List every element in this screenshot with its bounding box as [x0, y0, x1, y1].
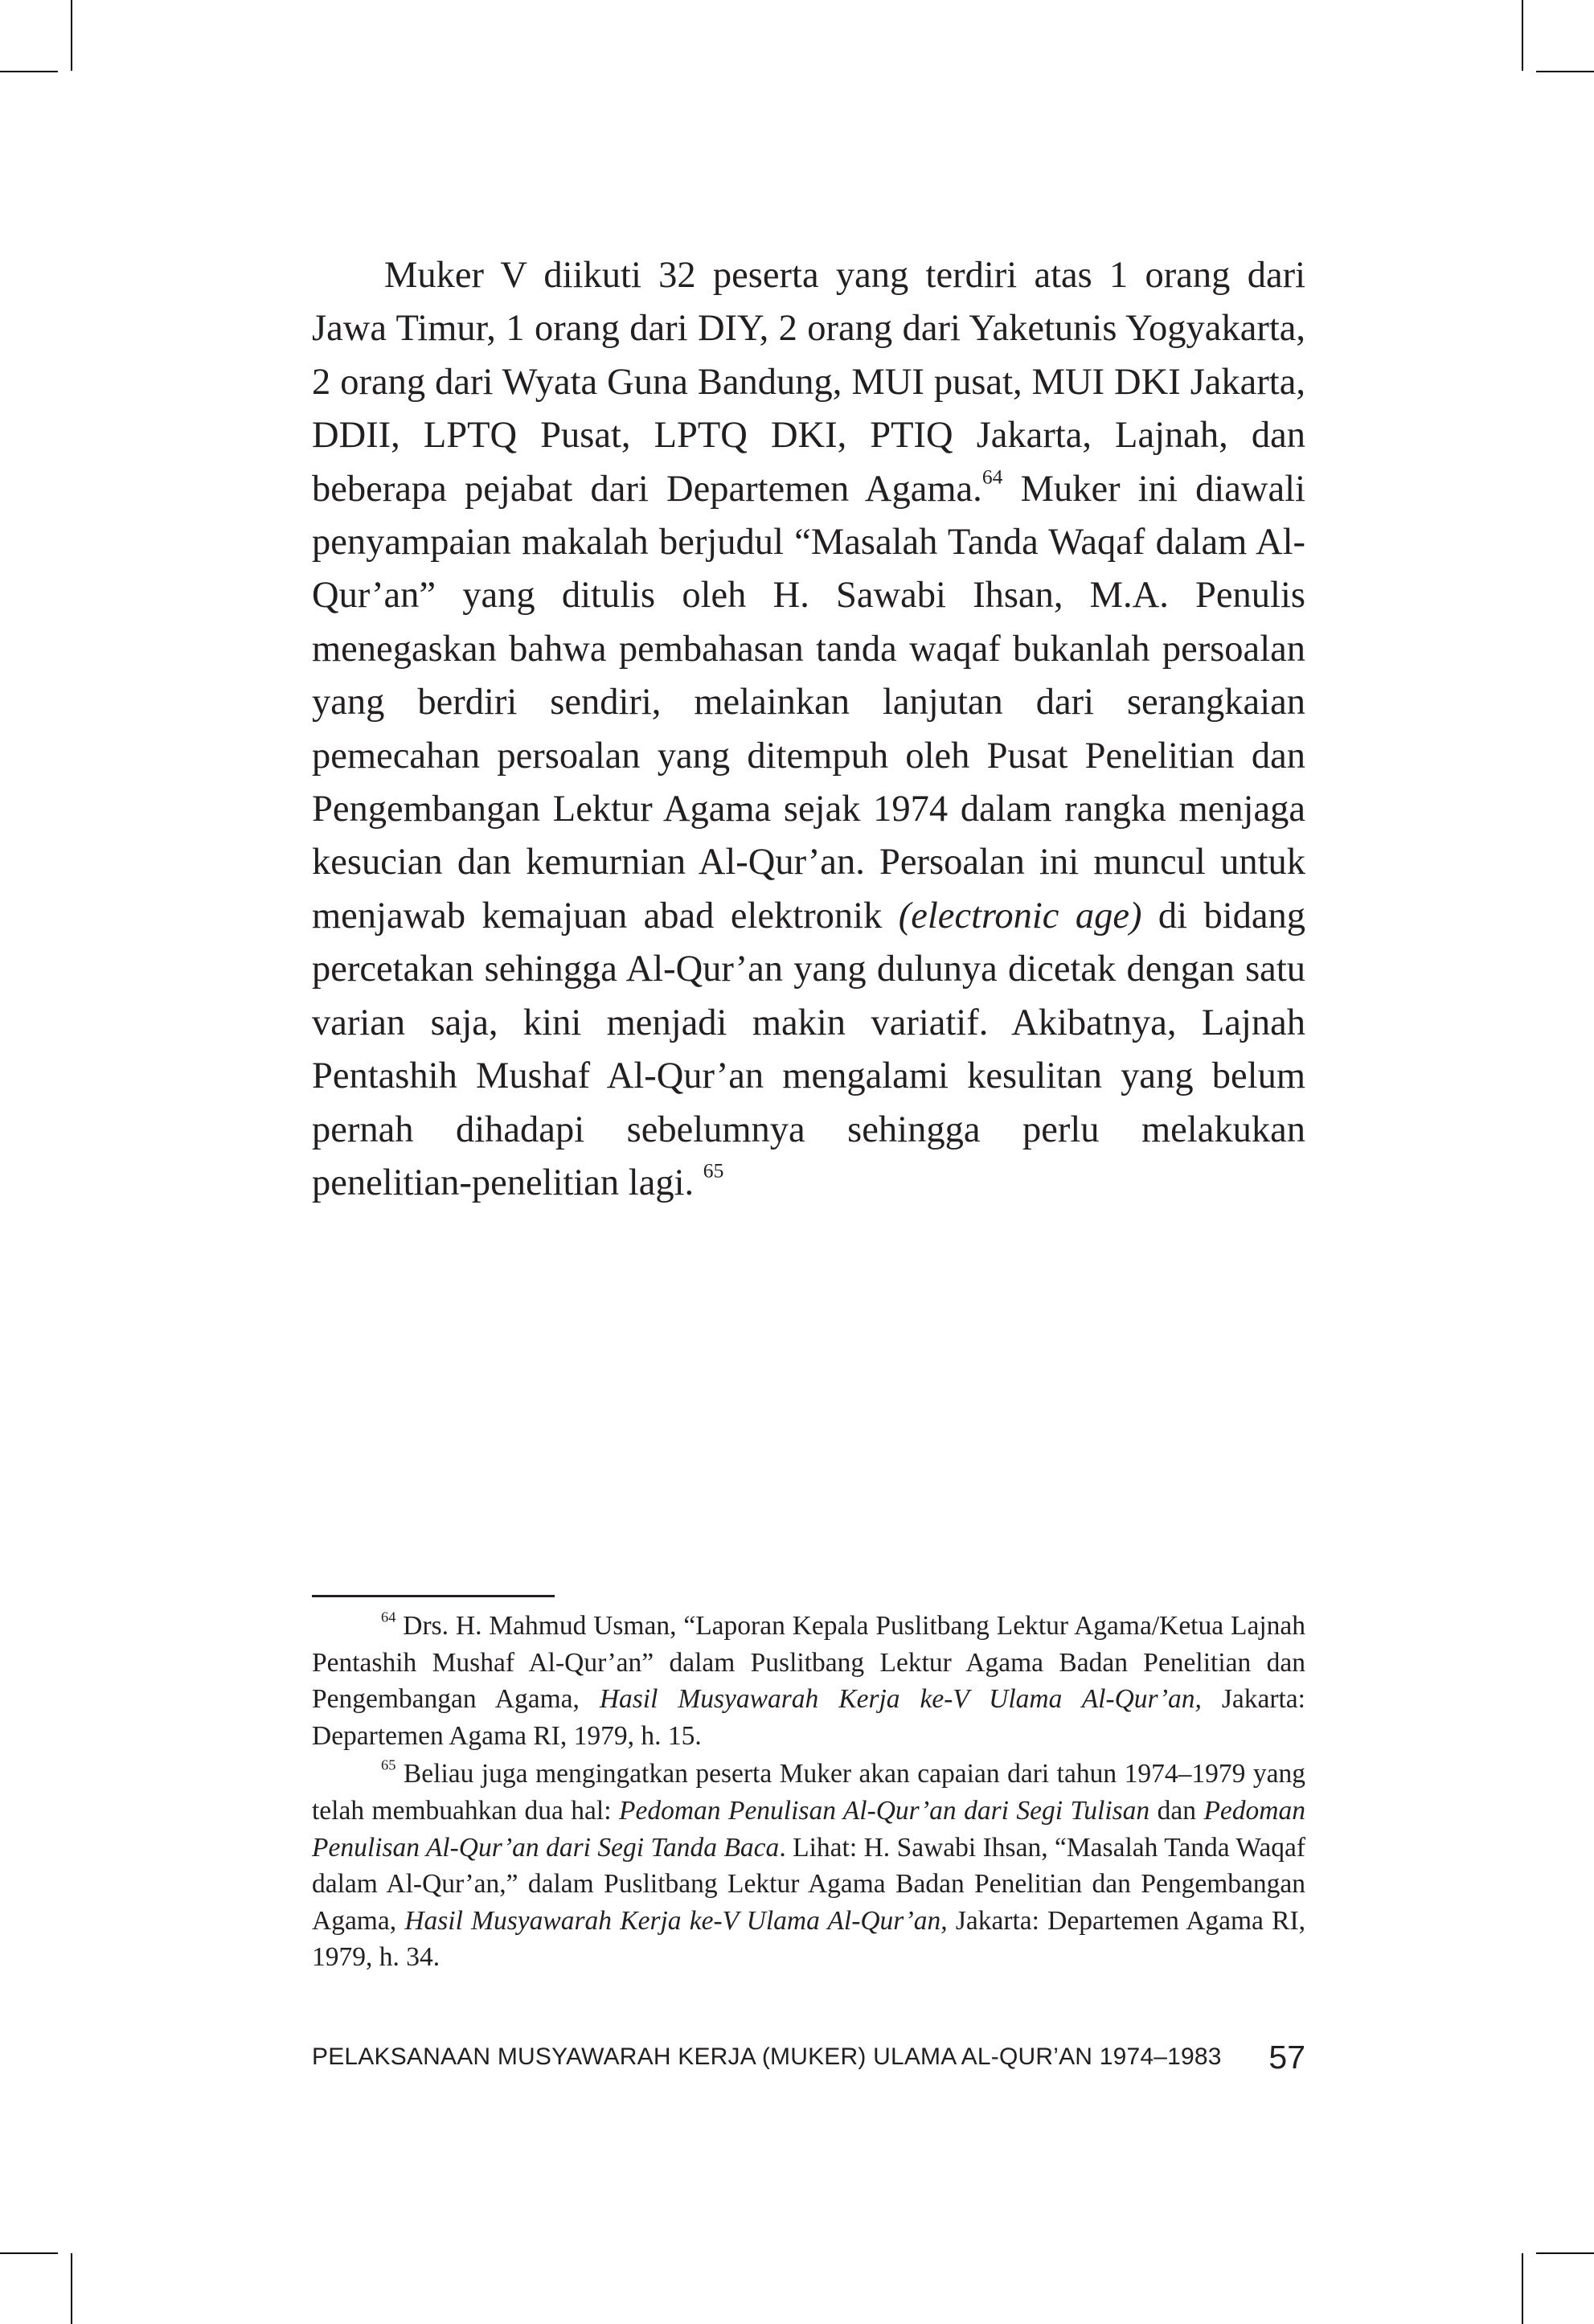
page-number: 57	[1268, 2039, 1305, 2076]
crop-mark-top-left-horizontal	[0, 71, 58, 72]
footnote-64	[312, 1608, 1305, 1754]
crop-mark-top-right-horizontal	[1536, 71, 1594, 72]
footnote-text: Beliau juga mengingatkan peserta Muker akan capaian dari tahun 1974–1979 yang telah membuahkan dua hal:	[312, 1759, 1305, 1826]
footnote-text: Drs. H. Mahmud Usman, “Laporan Kepala Puslitbang Lektur Agama/Ketua Lajnah Pentashih Mushaf Al-Qur’an” dalam Puslitbang Lektur Agama Badan Penelitian dan Pengembangan Agama,	[312, 1611, 1305, 1715]
page-body	[312, 249, 1305, 1210]
footnote-ref-64[interactable]: 64	[981, 464, 1003, 488]
footnotes	[312, 1608, 1305, 1976]
footnote-text: . Lihat: H. Sawabi Ihsan, “Masalah Tanda Waqaf dalam Al-Qur’an,” dalam Puslitbang Lektur Agama Badan Penelitian dan Pengembangan Agama,	[312, 1832, 1306, 1936]
footnote-ref-65[interactable]: 65	[703, 1158, 724, 1182]
paragraph-text-start: Muker V diikuti 32 peserta yang terdiri atas 1 orang dari Jawa Timur, 1 orang dari DIY, 2 orang dari Yaketunis Yogyakarta, 2 orang dari Wyata Guna Bandung, MUI pusat, MUI DKI Jakarta, DDII, LPTQ Pusat, LPTQ DKI, PTIQ Jakarta, Lajnah, dan beberapa pejabat dari Departemen Agama.	[312, 255, 1305, 510]
footnote-text: Jakarta: Departemen Agama RI, 1979, h. 15.	[312, 1684, 1305, 1751]
footnote-text: Jakarta: Departemen Agama RI, 1979, h. 34.	[312, 1905, 1305, 1973]
paragraph-text-middle: Muker ini diawali penyampaian makalah berjudul “Masalah Tanda Waqaf dalam Al-Qur’an” yang ditulis oleh H. Sawabi Ihsan, M.A. Penulis menegaskan bahwa pembahasan tanda waqaf bukanlah persoalan yang berdiri sendiri, melainkan lanjutan dari serangkaian pemecahan persoalan yang ditempuh oleh Pusat Penelitian dan Pengembangan Lektur Agama sejak 1974 dalam rangka menjaga kesucian dan kemurnian Al-Qur’an. Persoalan ini muncul untuk menjawab kemajuan abad elektronik	[312, 468, 1305, 937]
footnote-number: 65	[381, 1756, 396, 1773]
crop-mark-top-left-vertical	[71, 0, 72, 71]
footnote-number: 64	[381, 1609, 396, 1625]
footnote-text: dan	[1149, 1795, 1204, 1826]
footnote-separator	[312, 1595, 555, 1597]
footnote-65	[312, 1756, 1305, 1976]
running-footer	[312, 2039, 1305, 2080]
paragraph-text-end: di bidang percetakan sehingga Al-Qur’an yang dulunya dicetak dengan satu varian saja, kini menjadi makin variatif. Akibatnya, Lajnah Pentashih Mushaf Al-Qur’an mengalami kesulitan yang belum pernah dihadapi sebelumnya sehingga perlu melakukan penelitian-penelitian lagi.	[312, 895, 1306, 1203]
footnote-italic-title: Hasil Musyawarah Kerja ke-V Ulama Al-Qur’an,	[599, 1684, 1202, 1715]
crop-mark-bottom-right-horizontal	[1536, 2252, 1594, 2254]
crop-mark-top-right-vertical	[1522, 0, 1523, 71]
crop-mark-bottom-left-horizontal	[0, 2252, 58, 2254]
footnote-italic-title: Pedoman Penulisan Al-Qur’an dari Segi Tulisan	[619, 1795, 1150, 1826]
footnote-italic-title: Pedoman Penulisan Al-Qur’an dari Segi Tanda Baca	[312, 1795, 1305, 1863]
running-title: PELAKSANAAN MUSYAWARAH KERJA (MUKER) ULAMA AL-QUR’AN 1974–1983	[312, 2043, 1222, 2070]
crop-mark-bottom-left-vertical	[71, 2253, 72, 2324]
paragraph-italic-term: (electronic age)	[898, 895, 1142, 937]
main-paragraph	[312, 249, 1305, 1210]
footnote-italic-title: Hasil Musyawarah Kerja ke-V Ulama Al-Qur’an,	[404, 1905, 948, 1936]
crop-mark-bottom-right-vertical	[1522, 2253, 1523, 2324]
